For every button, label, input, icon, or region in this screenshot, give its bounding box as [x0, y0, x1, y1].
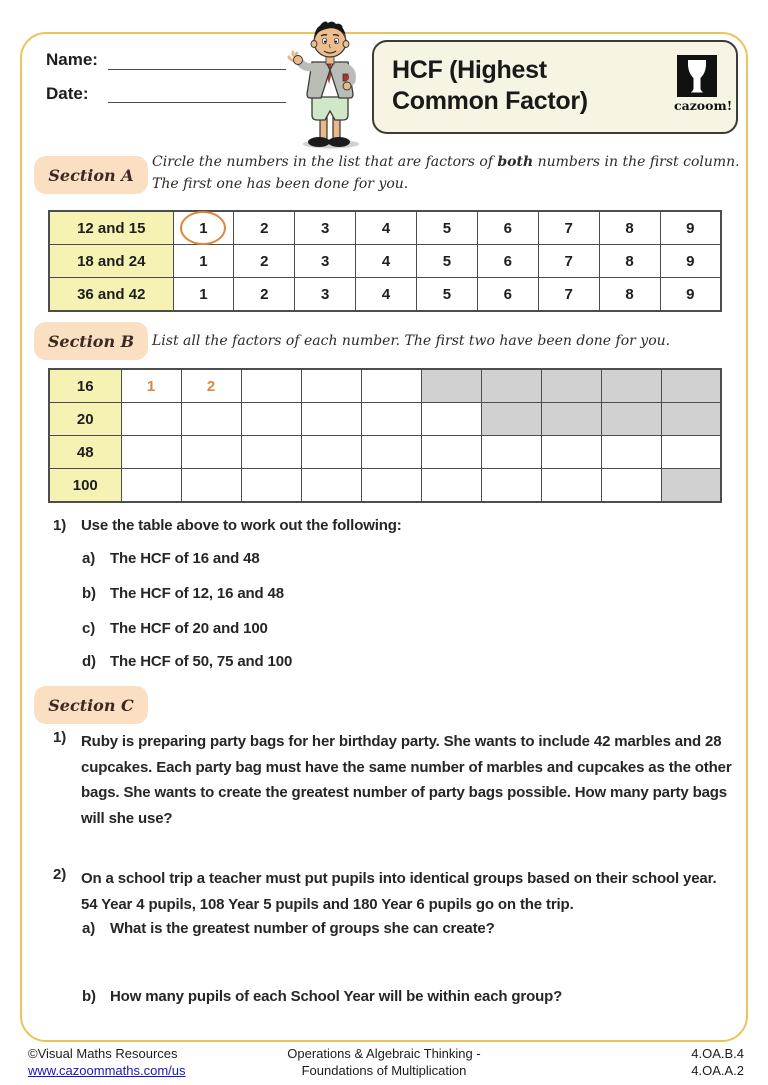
- word-problem-1-number: 1): [53, 729, 67, 746]
- number-pair-cell: 36 and 42: [49, 278, 173, 312]
- title-box: [372, 40, 738, 134]
- footer-copyright: ©Visual Maths Resources: [28, 1046, 178, 1061]
- question-1-part-b: b) The HCF of 12, 16 and 48: [82, 585, 284, 602]
- shaded-cell: [661, 369, 721, 403]
- answer-cell: [301, 369, 361, 403]
- answer-cell: [301, 469, 361, 503]
- shaded-cell: [541, 403, 601, 436]
- question-1-part-a: a) The HCF of 16 and 48: [82, 550, 260, 567]
- answer-cell: [601, 469, 661, 503]
- shaded-cell: [541, 369, 601, 403]
- footer-link[interactable]: www.cazoommaths.com/us: [28, 1062, 186, 1078]
- footer-standard-codes: 4.OA.B.4 4.OA.A.2: [691, 1046, 744, 1078]
- factor-option-cell: 6: [477, 245, 538, 278]
- factor-option-cell: 9: [660, 245, 721, 278]
- factor-option-cell: 8: [599, 245, 660, 278]
- word-problem-2: [53, 866, 736, 917]
- shaded-cell: [481, 403, 541, 436]
- section-a-label: Section A: [34, 156, 148, 194]
- factor-option-cell: 6: [477, 211, 538, 245]
- filled-factor: 1: [146, 377, 156, 395]
- cazoom-logo-text: cazoom!: [674, 98, 733, 113]
- word-problem-1: [53, 729, 736, 831]
- factor-option-cell: [173, 211, 234, 245]
- section-b-label: Section B: [34, 322, 148, 360]
- answer-cell: [361, 369, 421, 403]
- word-problem-2-number: 2): [53, 866, 67, 883]
- factor-option-cell: 5: [417, 245, 478, 278]
- answer-cell: [301, 403, 361, 436]
- date-input-line[interactable]: [108, 85, 286, 103]
- factor-option-cell: 8: [599, 278, 660, 312]
- answer-cell: [421, 436, 481, 469]
- answer-cell: [481, 436, 541, 469]
- factor-option-cell: 7: [538, 211, 599, 245]
- date-label: Date:: [46, 84, 89, 103]
- answer-cell: [481, 469, 541, 503]
- factor-option-cell: 3: [295, 211, 356, 245]
- shaded-cell: [481, 369, 541, 403]
- section-b-instruction: List all the factors of each number. The first two have been done for you.: [152, 333, 671, 349]
- factor-option-cell: 1: [173, 245, 234, 278]
- number-cell: 20: [49, 403, 121, 436]
- factor-option-cell: 2: [234, 245, 295, 278]
- answer-cell: [601, 436, 661, 469]
- section-a-instruction: Circle the numbers in the list that are factors of both numbers in the first column. The first one has been done for you.: [152, 154, 740, 192]
- cazoom-logo: [674, 55, 733, 113]
- shaded-cell: [601, 369, 661, 403]
- circled-answer: 1: [180, 211, 226, 245]
- table-row: [49, 436, 721, 469]
- word-problem-2-part-b: b) How many pupils of each School Year will be within each group?: [82, 988, 563, 1005]
- answer-cell: [241, 369, 301, 403]
- footer-topic: Operations & Algebraic Thinking - Foundations of Multiplication: [287, 1046, 481, 1078]
- factor-option-cell: 7: [538, 278, 599, 312]
- answer-cell: [181, 469, 241, 503]
- number-cell: 100: [49, 469, 121, 503]
- factor-option-cell: 2: [234, 211, 295, 245]
- name-input-line[interactable]: [108, 52, 286, 70]
- answer-cell: [361, 469, 421, 503]
- answer-cell: [241, 403, 301, 436]
- number-cell: 48: [49, 436, 121, 469]
- number-pair-cell: 18 and 24: [49, 245, 173, 278]
- shaded-cell: [661, 469, 721, 503]
- table-row: [49, 403, 721, 436]
- question-1: [53, 517, 402, 534]
- word-problem-2-part-a: a) What is the greatest number of groups she can create?: [82, 920, 495, 937]
- shaded-cell: [601, 403, 661, 436]
- answer-cell: [661, 436, 721, 469]
- factor-option-cell: 4: [356, 211, 417, 245]
- question-1-part-c: c) The HCF of 20 and 100: [82, 620, 268, 637]
- worksheet-title: HCF (Highest Common Factor): [392, 56, 588, 115]
- answer-cell: [181, 369, 241, 403]
- answer-cell: [181, 403, 241, 436]
- answer-cell: [361, 403, 421, 436]
- answer-cell: [541, 436, 601, 469]
- name-label: Name:: [46, 50, 98, 69]
- shaded-cell: [661, 403, 721, 436]
- answer-cell: [121, 369, 181, 403]
- factor-option-cell: 3: [295, 278, 356, 312]
- answer-cell: [541, 469, 601, 503]
- answer-cell: [241, 469, 301, 503]
- filled-factor: 2: [206, 377, 216, 395]
- table-row: [49, 369, 721, 403]
- factor-option-cell: 1: [173, 278, 234, 312]
- word-problem-1-text: Ruby is preparing party bags for her birthday party. She wants to include 42 marbles and 28 cupcakes. Each party bag must have the same number of marbles and cupcakes as the other bags. She wants to create the greatest number of party bags possible. How many party bags will she use?: [81, 733, 732, 827]
- word-problem-2-text: On a school trip a teacher must put pupils into identical groups based on their school year. 54 Year 4 pupils, 108 Year 5 pupils and 180 Year 6 pupils go on the trip.: [81, 870, 717, 913]
- table-row: [49, 211, 721, 245]
- answer-cell: [421, 403, 481, 436]
- answer-cell: [361, 436, 421, 469]
- factor-option-cell: 4: [356, 278, 417, 312]
- answer-cell: [421, 469, 481, 503]
- factor-option-cell: 9: [660, 278, 721, 312]
- number-pair-cell: 12 and 15: [49, 211, 173, 245]
- table-row: [49, 469, 721, 503]
- table-row: [49, 245, 721, 278]
- question-1-part-d: d) The HCF of 50, 75 and 100: [82, 653, 293, 670]
- factor-option-cell: 3: [295, 245, 356, 278]
- answer-cell: [121, 403, 181, 436]
- student-character-illustration: [281, 17, 369, 149]
- answer-cell: [181, 436, 241, 469]
- section-c-label: Section C: [34, 686, 148, 724]
- factor-option-cell: 8: [599, 211, 660, 245]
- list-factors-table: [48, 368, 722, 503]
- cazoom-drum-icon: [677, 55, 717, 97]
- factor-option-cell: 2: [234, 278, 295, 312]
- factor-option-cell: 9: [660, 211, 721, 245]
- answer-cell: [121, 436, 181, 469]
- factor-option-cell: 4: [356, 245, 417, 278]
- factor-option-cell: 5: [417, 211, 478, 245]
- question-1-number: 1): [53, 517, 67, 534]
- number-cell: 16: [49, 369, 121, 403]
- answer-cell: [301, 436, 361, 469]
- table-row: [49, 278, 721, 312]
- question-1-text: Use the table above to work out the following:: [81, 517, 402, 534]
- factor-option-cell: 6: [477, 278, 538, 312]
- shaded-cell: [421, 369, 481, 403]
- answer-cell: [121, 469, 181, 503]
- factor-option-cell: 5: [417, 278, 478, 312]
- factor-option-cell: 7: [538, 245, 599, 278]
- answer-cell: [241, 436, 301, 469]
- factors-circle-table: [48, 210, 722, 312]
